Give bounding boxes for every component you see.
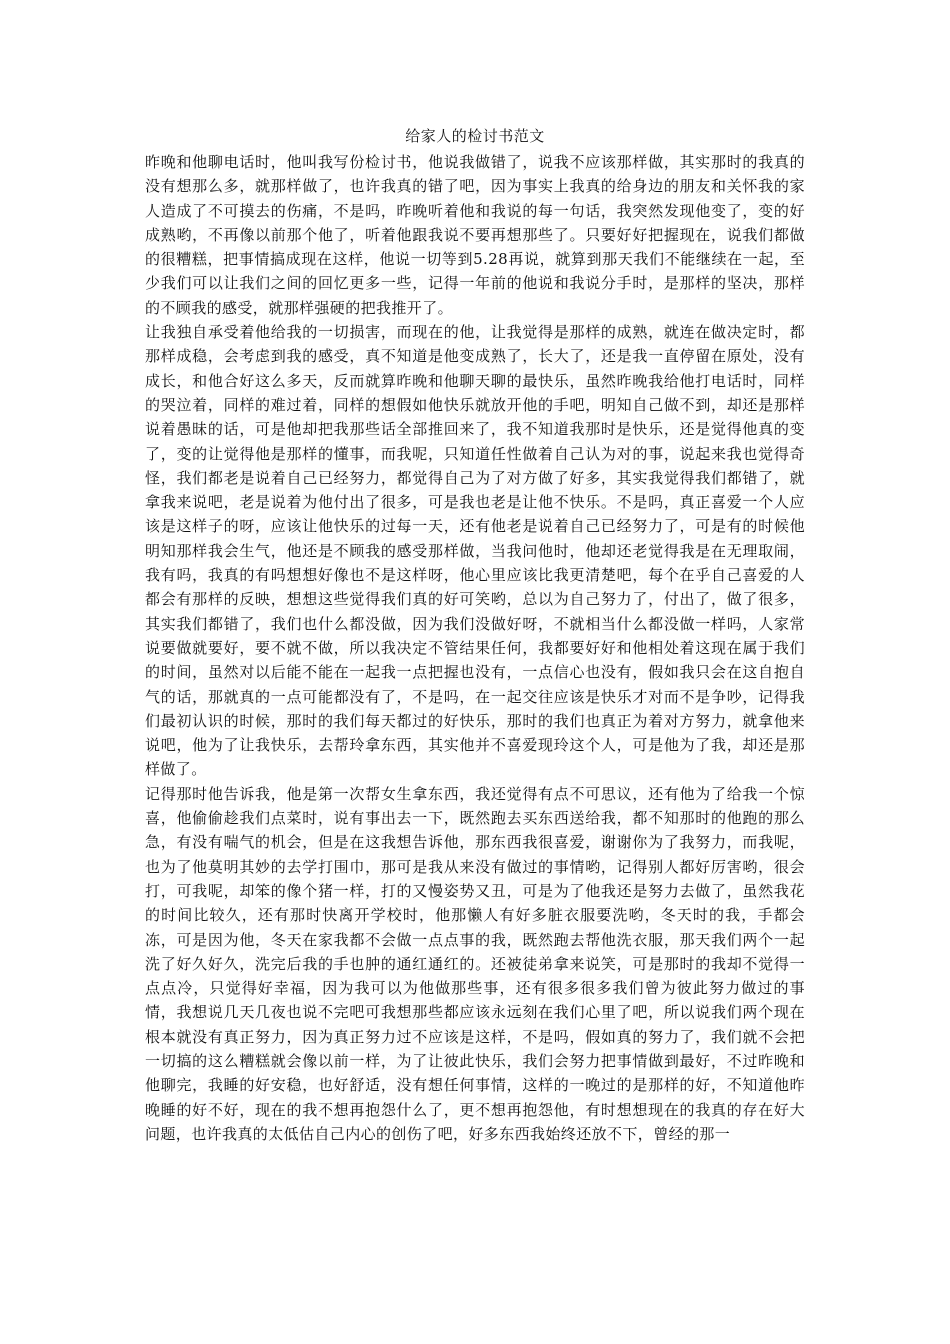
document-body bbox=[145, 150, 805, 1146]
paragraph-1: 昨晚和他聊电话时，他叫我写份检讨书，他说我做错了，说我不应该那样做，其实那时的我真的没有想那么多，就那样做了，也许我真的错了吧，因为事实上我真的给身边的朋友和关怀我的家人造成了不可摸去的伤痛，不是吗，昨晚听着他和我说的每一句话，我突然发现他变了，变的好成熟哟，不再像以前那个他了，听着他跟我说不要再想那些了。只要好好把握现在，说我们都做的很糟糕，把事情搞成现在这样，他说一切等到5.28再说，就算到那天我们不能继续在一起，至少我们可以让我们之间的回忆更多一些，记得一年前的他说和我说分手时，是那样的坚决，那样的不顾我的感受，就那样强硬的把我推开了。 bbox=[145, 153, 805, 317]
paragraph-2: 让我独自承受着他给我的一切损害，而现在的他，让我觉得是那样的成熟，就连在做决定时，都那样成稳，会考虑到我的感受，真不知道是他变成熟了，长大了，还是我一直停留在原处，没有成长，和他合好这么多天，反而就算昨晚和他聊天聊的最快乐，虽然昨晚我给他打电话时，同样的哭泣着，同样的难过着，同样的想假如他快乐就放开他的手吧，明知自己做不到，却还是那样说着愚昧的话，可是他却把我那些话全部推回来了，我不知道我那时是快乐，还是觉得他真的变了，变的让觉得他是那样的懂事，而我呢，只知道任性做着自己认为对的事，说起来我也觉得奇怪，我们都老是说着自己已经努力，都觉得自己为了对方做了好多，其实我觉得我们都错了，就拿我来说吧，老是说着为他付出了很多，可是我也老是让他不快乐。不是吗，真正喜爱一个人应该是这样子的呀，应该让他快乐的过每一天，还有他老是说着自己已经努力了，可是有的时候他明知那样我会生气，他还是不顾我的感受那样做，当我问他时，他却还老觉得我是在无理取闹，我有吗，我真的有吗想想好像也不是这样呀，他心里应该比我更清楚吧，每个在乎自己喜爱的人都会有那样的反映，想想这些觉得我们真的好可笑哟，总以为自己努力了，付出了，做了很多，其实我们都错了，我们也什么都没做，因为我们没做好呀，不就相当什么都没做一样吗，人家常说要做就要好，要不就不做，所以我决定不管结果任何，我都要好好和他相处着这现在属于我们的时间，虽然对以后能不能在一起我一点把握也没有，一点信心也没有，假如我只会在这自抱自气的话，那就真的一点可能都没有了，不是吗，在一起交往应该是快乐才对而不是争吵，记得我们最初认识的时候，那时的我们每天都过的好快乐，那时的我们也真正为着对方努力，就拿他来说吧，他为了让我快乐，去帮玲拿东西，其实他并不喜爱现玲这个人，可是他为了我，却还是那样做了。 bbox=[145, 323, 805, 779]
document-title: 给家人的检讨书范文 bbox=[405, 127, 545, 145]
paragraph-3: 记得那时他告诉我，他是第一次帮女生拿东西，我还觉得有点不可思议，还有他为了给我一个惊喜，他偷偷趁我们点菜时，说有事出去一下，既然跑去买东西送给我，都不知那时的他跑的那么急，有没有喘气的机会，但是在这我想告诉他，那东西我很喜爱，谢谢你为了我努力，而我呢，也为了他莫明其妙的去学打围巾，那可是我从来没有做过的事情哟，记得别人都好厉害哟，很会打，可我呢，却笨的像个猪一样，打的又慢姿势又丑，可是为了他我还是努力去做了，虽然我花的时间比较久，还有那时快离开学校时，他那懒人有好多脏衣服要洗哟，冬天时的我，手都会冻，可是因为他，冬天在家我都不会做一点点事的我，既然跑去帮他洗衣服，那天我们两个一起洗了好久好久，洗完后我的手也肿的通红通红的。还被徒弟拿来说笑，可是那时的我却不觉得一点点冷，只觉得好幸福，因为我可以为他做那些事，还有很多很多我们曾为彼此努力做过的事情，我想说几天几夜也说不完吧可我想那些都应该永远刻在我们心里了吧，所以说我们两个现在根本就没有真正努力，因为真正努力过不应该是这样，不是吗，假如真的努力了，我们就不会把一切搞的这么糟糕就会像以前一样，为了让彼此快乐，我们会努力把事情做到最好，不过昨晚和他聊完，我睡的好安稳，也好舒适，没有想任何事情，这样的一晚过的是那样的好，不知道他昨晚睡的好不好，现在的我不想再抱怨什么了，更不想再抱怨他，有时想想现在的我真的存在好大问题，也许我真的太低估自己内心的创伤了吧，好多东西我始终还放不下，曾经的那一 bbox=[145, 784, 805, 1143]
